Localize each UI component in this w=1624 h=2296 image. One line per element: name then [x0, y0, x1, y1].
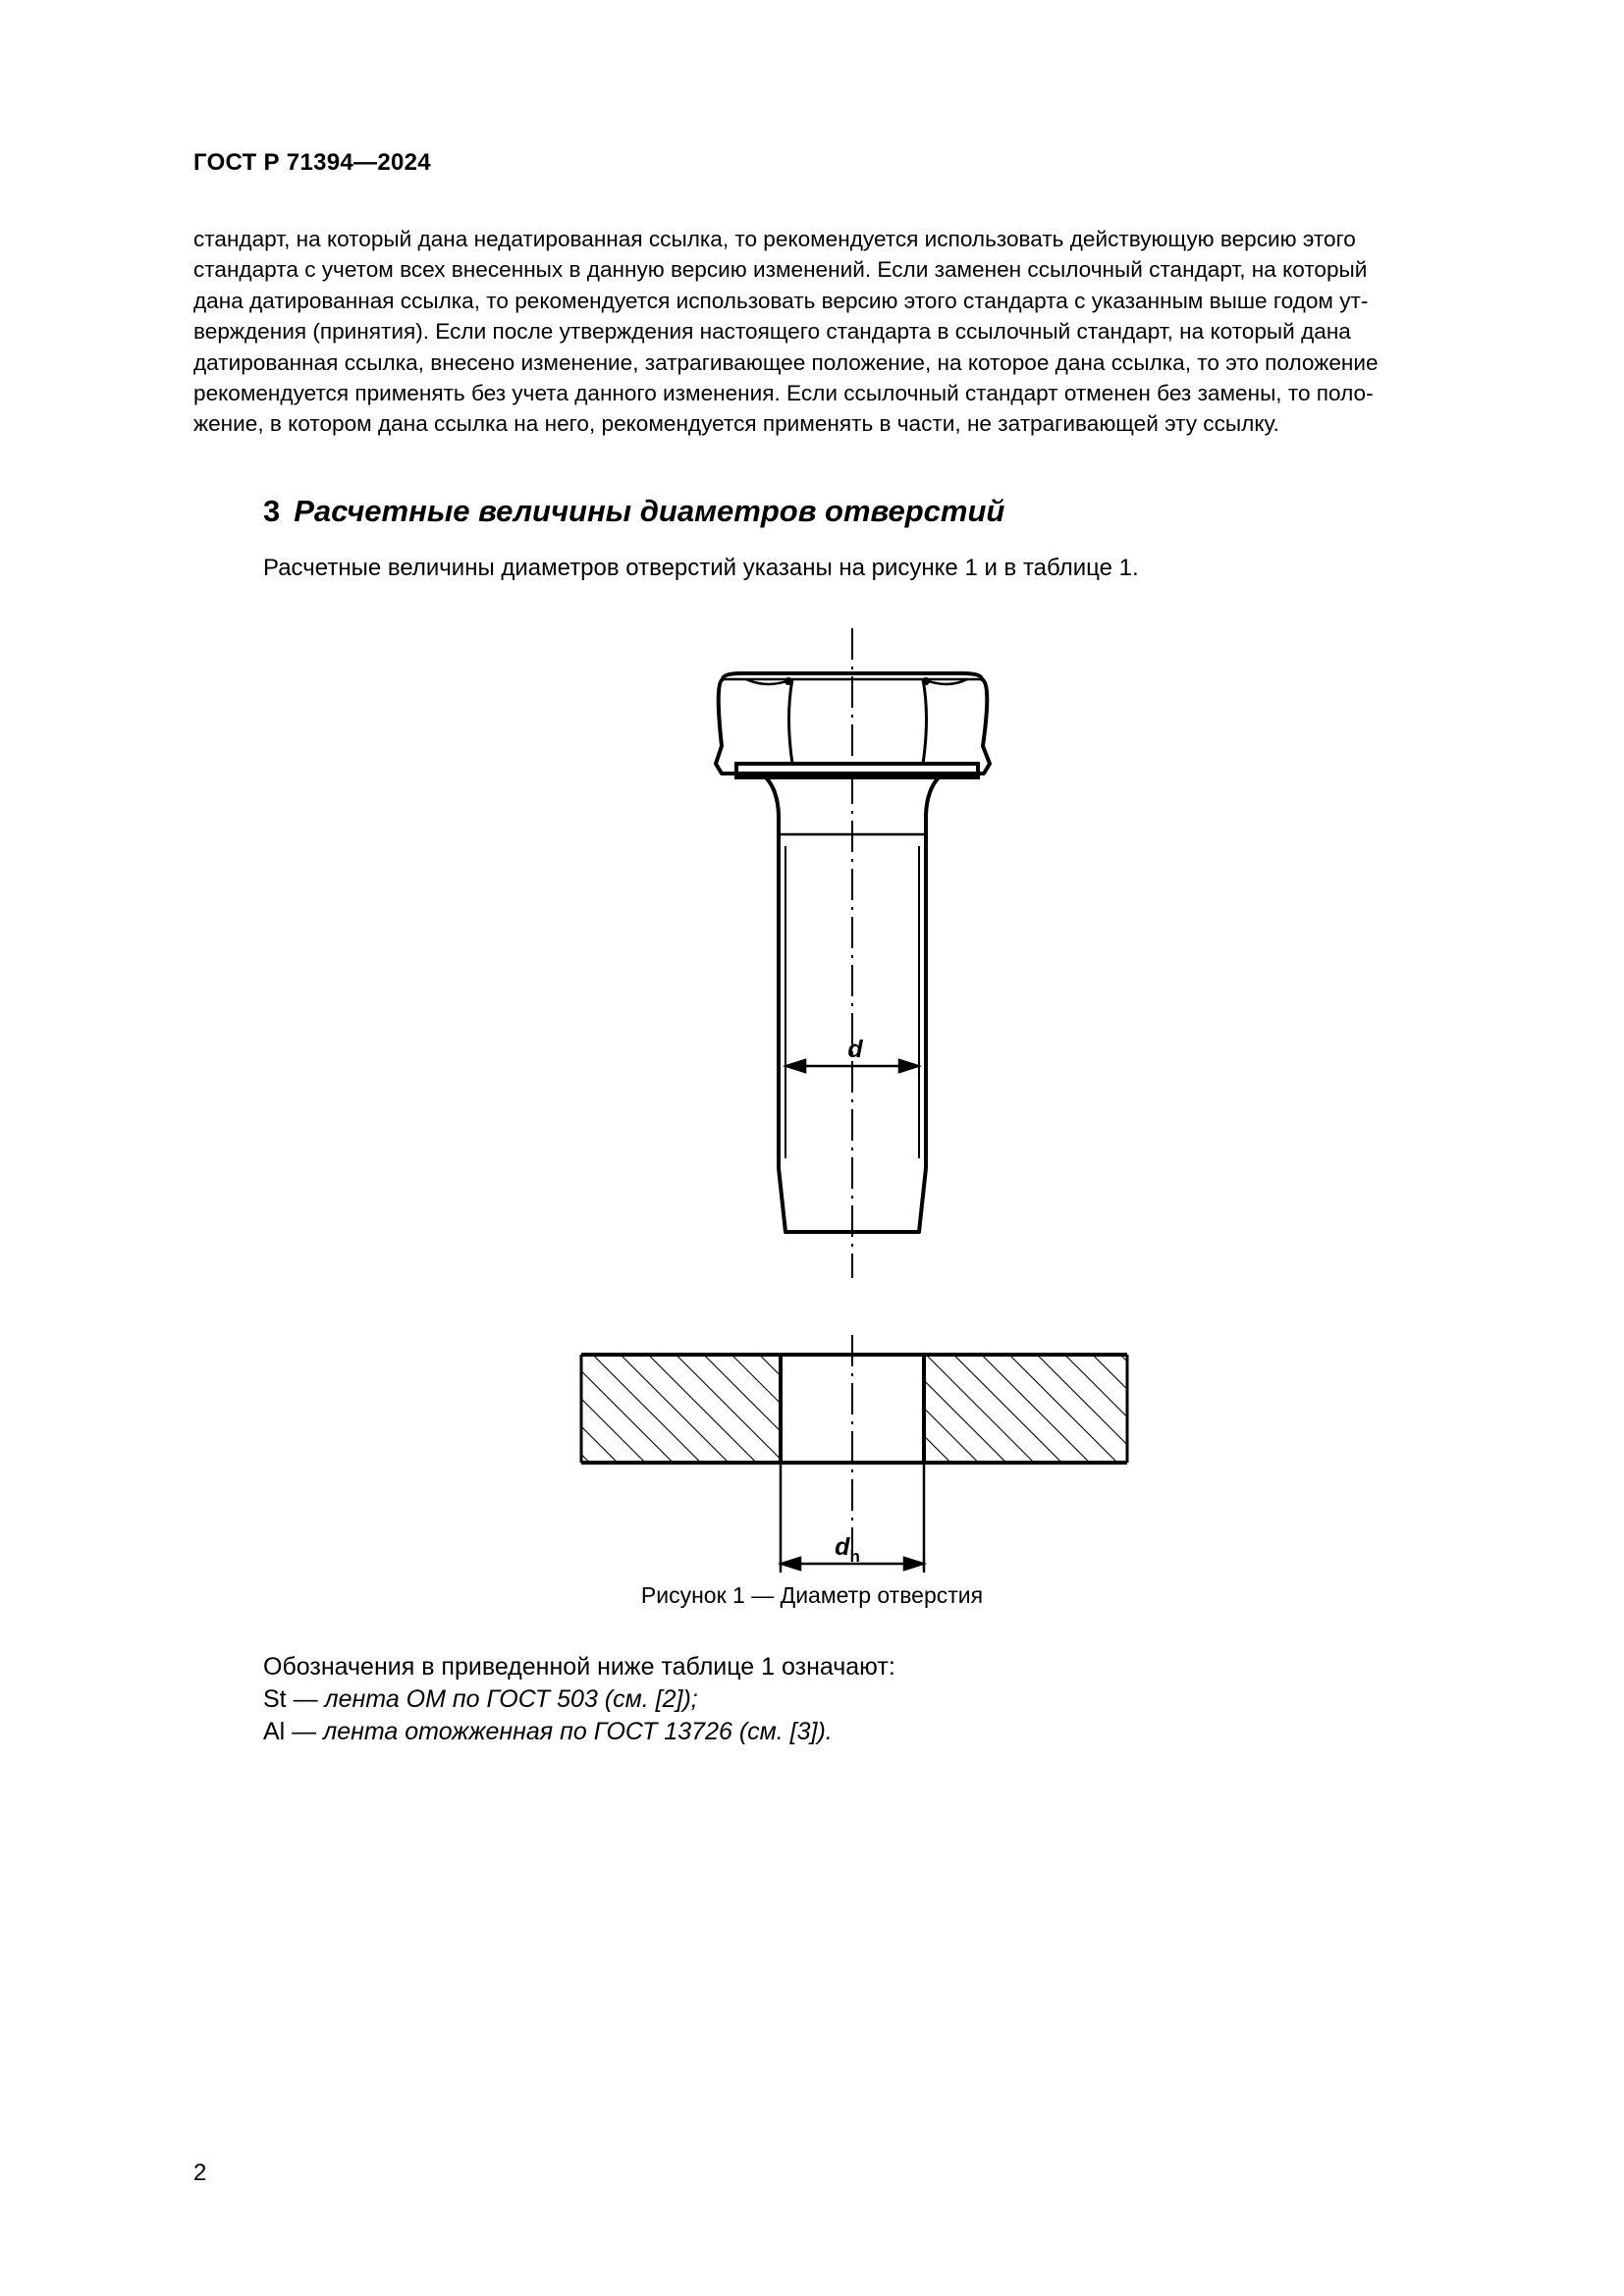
notes-block: [263, 1651, 895, 1748]
paragraph-line: верждения (принятия). Если после утверждения настоящего стандарта в ссылочный стандарт, на который дана: [193, 319, 1351, 345]
notes-symbol: Al —: [263, 1718, 324, 1745]
dh-main: d: [835, 1533, 850, 1561]
section-heading: [263, 494, 1004, 529]
dimension-dh-label: [835, 1533, 860, 1566]
section-number: 3: [263, 494, 281, 528]
page-number: 2: [193, 2160, 207, 2186]
notes-symbol: St —: [263, 1685, 325, 1713]
notes-text: лента отожженная по ГОСТ 13726 (см. [3]).: [323, 1718, 833, 1745]
notes-item: [263, 1683, 895, 1716]
notes-lead: Обозначения в приведенной ниже таблице 1 означают:: [263, 1653, 895, 1681]
document-header: ГОСТ Р 71394—2024: [193, 149, 431, 176]
section-title: Расчетные величины диаметров отверстий: [294, 494, 1005, 528]
figure-1: [550, 618, 1139, 1585]
bolt-hole-drawing: [550, 618, 1139, 1580]
paragraph-line: рекомендуется применять без учета данного изменения. Если ссылочный стандарт отменен без замены, то поло-: [193, 381, 1374, 406]
paragraph-line: жение, в котором дана ссылка на него, рекомендуется применять в части, не затрагивающей эту ссылку.: [193, 411, 1279, 437]
section-intro: Расчетные величины диаметров отверстий указаны на рисунке 1 и в таблице 1.: [263, 555, 1139, 581]
figure-caption: Рисунок 1 — Диаметр отверстия: [640, 1582, 984, 1608]
notes-item: [263, 1716, 895, 1748]
dimension-d-label: d: [847, 1036, 863, 1063]
paragraph-line: дана датированная ссылка, то рекомендуется использовать версию этого стандарта с указанным выше годом ут-: [193, 288, 1369, 313]
dh-subscript: h: [849, 1547, 860, 1566]
paragraph-line: стандарта с учетом всех внесенных в данную версию изменений. Если заменен ссылочный стандарт, на который: [193, 257, 1368, 283]
notes-text: лента ОМ по ГОСТ 503 (см. [2]);: [324, 1685, 698, 1713]
paragraph-line: стандарт, на который дана недатированная ссылка, то рекомендуется использовать действующую версию этого: [193, 227, 1356, 251]
intro-paragraph: [193, 224, 1514, 440]
paragraph-line: датированная ссылка, внесено изменение, затрагивающее положение, на которое дана ссылка, то это положение: [193, 349, 1379, 375]
plate-section: [581, 1355, 1127, 1463]
